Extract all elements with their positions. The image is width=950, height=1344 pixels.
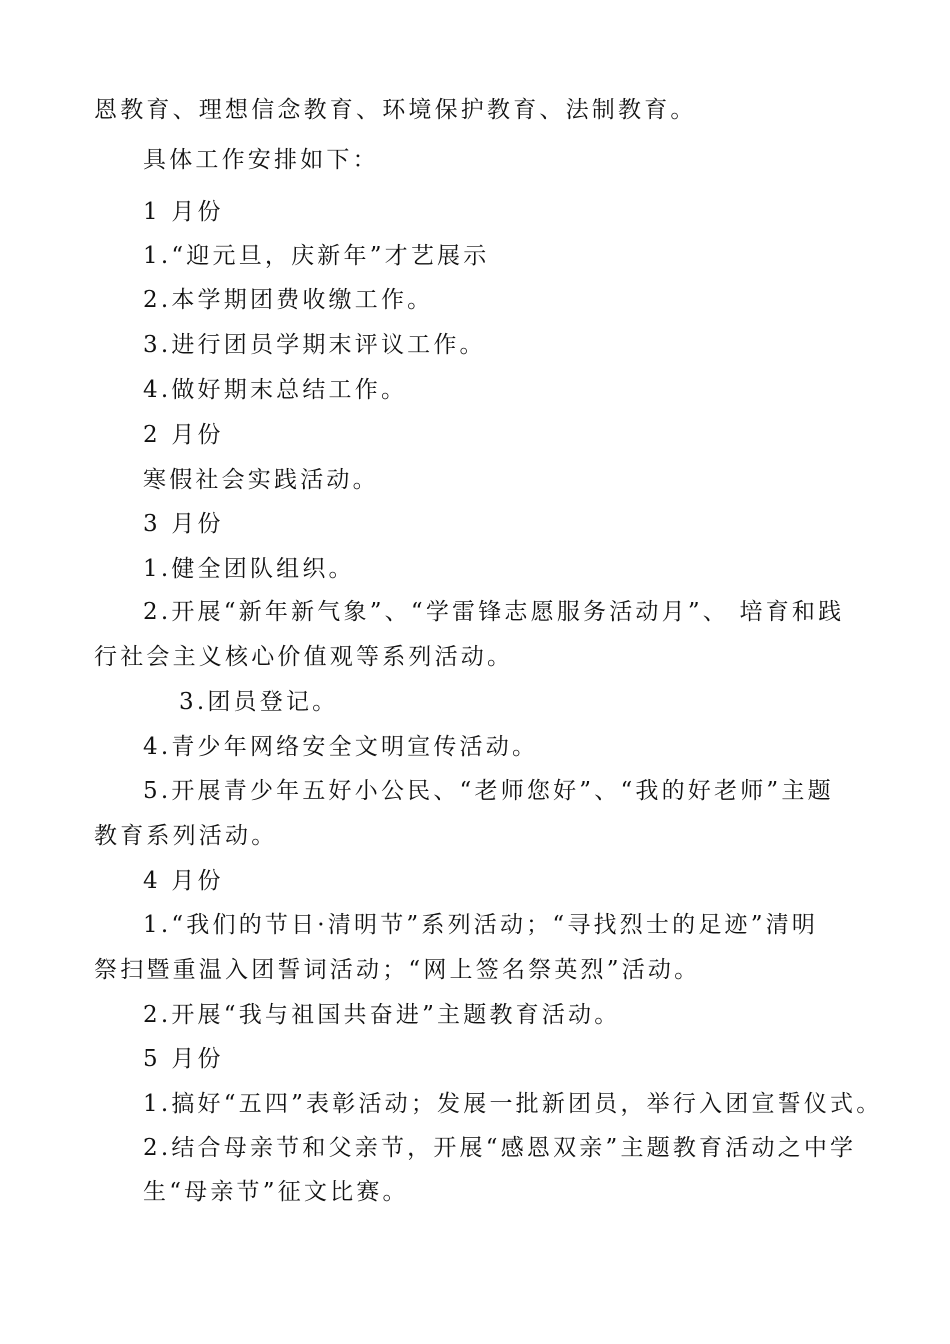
text-line: 具体工作安排如下： bbox=[143, 147, 379, 173]
text-line: 生“母亲节”征文比赛。 bbox=[143, 1179, 409, 1205]
text-line: 2.本学期团费收缴工作。 bbox=[143, 287, 434, 313]
section-heading-february: 2 月份 bbox=[143, 422, 224, 448]
text-line: 3.进行团员学期末评议工作。 bbox=[143, 332, 486, 358]
text-line: 1.“迎元旦，庆新年”才艺展示 bbox=[143, 243, 490, 269]
text-line: 5.开展青少年五好小公民、“老师您好”、“我的好老师”主题 bbox=[143, 778, 834, 804]
text-line: 2.结合母亲节和父亲节，开展“感恩双亲”主题教育活动之中学 bbox=[143, 1135, 857, 1161]
text-line: 4.青少年网络安全文明宣传活动。 bbox=[143, 734, 539, 760]
text-line: 1.“我们的节日·清明节”系列活动；“寻找烈士的足迹”清明 bbox=[143, 912, 819, 938]
section-heading-january: 1 月份 bbox=[143, 199, 224, 225]
section-heading-april: 4 月份 bbox=[143, 868, 224, 894]
text-line: 2.开展“新年新气象”、“学雷锋志愿服务活动月”、 培育和践 bbox=[143, 599, 845, 625]
text-line: 祭扫暨重温入团誓词活动；“网上签名祭英烈”活动。 bbox=[94, 957, 701, 983]
text-line: 3.团员登记。 bbox=[179, 689, 339, 715]
section-heading-march: 3 月份 bbox=[143, 511, 224, 537]
text-line: 恩教育、理想信念教育、环境保护教育、法制教育。 bbox=[94, 97, 697, 123]
text-line: 4.做好期末总结工作。 bbox=[143, 377, 408, 403]
text-line: 行社会主义核心价值观等系列活动。 bbox=[94, 644, 514, 670]
text-line: 2.开展“我与祖国共奋进”主题教育活动。 bbox=[143, 1002, 621, 1028]
text-line: 寒假社会实践活动。 bbox=[143, 467, 379, 493]
text-line: 1.搞好“五四”表彰活动；发展一批新团员，举行入团宣誓仪式。 bbox=[143, 1091, 883, 1117]
text-line: 教育系列活动。 bbox=[94, 823, 278, 849]
section-heading-may: 5 月份 bbox=[143, 1046, 224, 1072]
text-line: 1.健全团队组织。 bbox=[143, 556, 355, 582]
